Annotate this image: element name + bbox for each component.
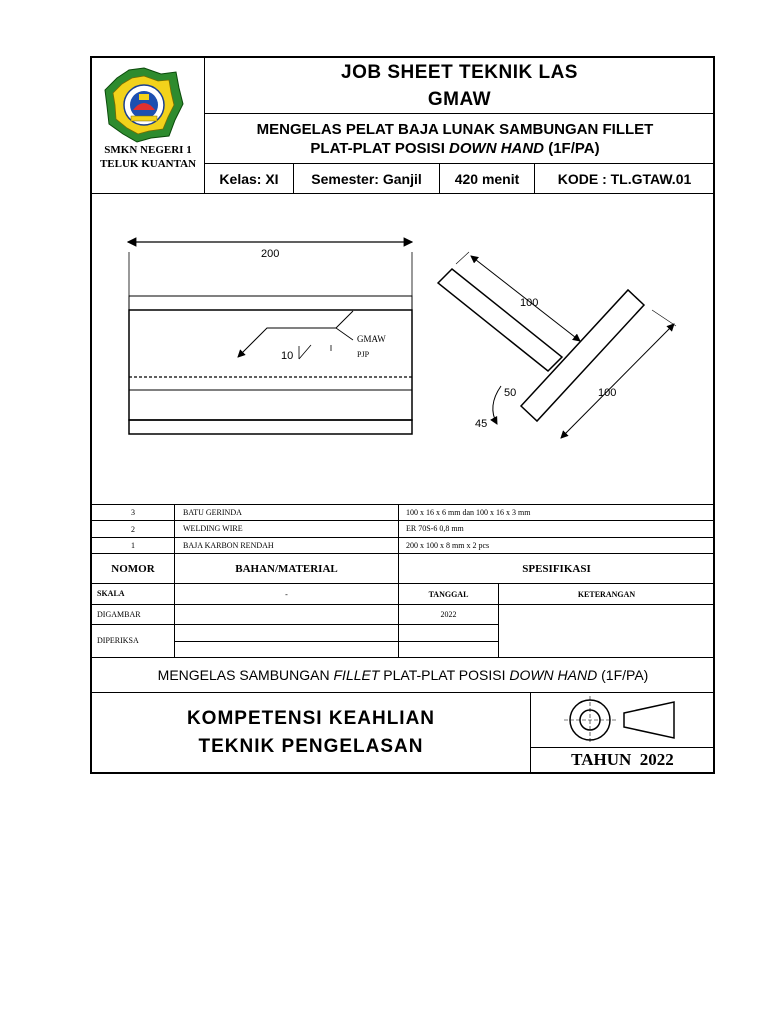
header-spesifikasi: SPESIFIKASI	[522, 562, 591, 575]
tahun-label: TAHUN 2022	[571, 750, 674, 769]
material-name: BATU GERINDA	[183, 508, 242, 517]
material-no: 1	[131, 541, 135, 550]
footer-title-e: (1F/PA)	[597, 667, 649, 683]
material-name: BAJA KARBON RENDAH	[183, 541, 274, 550]
skala-value: -	[285, 589, 288, 599]
diperiksa-label: DIPERIKSA	[97, 636, 139, 645]
kompetensi-line1: KOMPETENSI KEAHLIAN	[186, 707, 436, 729]
code-label: KODE : TL.GTAW.01	[557, 170, 692, 187]
subtitle-part-b: DOWN HAND	[449, 139, 545, 157]
semester-label: Semester: Ganjil	[311, 170, 422, 187]
job-subtitle-line1: MENGELAS PELAT BAJA LUNAK SAMBUNGAN FILLET	[256, 120, 654, 138]
info-line-3	[174, 641, 498, 642]
weld-process-label: GMAW	[357, 334, 386, 344]
projection-symbol-icon	[560, 695, 690, 745]
school-name-line1: SMKN NEGERI 1	[104, 144, 192, 156]
weld-type-label: PJP	[357, 350, 370, 359]
digambar-date: 2022	[440, 610, 457, 619]
job-subtitle-line2	[205, 139, 705, 157]
dim-top-plate-label: 100	[520, 297, 539, 309]
info-line-2	[91, 624, 498, 625]
material-name: WELDING WIRE	[183, 524, 243, 533]
subtitle-part-a: PLAT-PLAT POSISI	[310, 139, 450, 157]
tanggal-label: TANGGAL	[428, 589, 469, 599]
angle-label: 45	[475, 418, 488, 430]
duration-label: 420 menit	[454, 170, 520, 187]
kompetensi-line2: TEKNIK PENGELASAN	[198, 735, 424, 757]
header-nomor: NOMOR	[111, 562, 155, 575]
material-spec: 100 x 16 x 6 mm dan 100 x 16 x 3 mm	[406, 508, 531, 517]
job-sheet-process: GMAW	[427, 89, 492, 110]
footer-title-d: DOWN HAND	[509, 667, 598, 683]
school-name-line2: TELUK KUANTAN	[99, 158, 197, 170]
skala-label: SKALA	[97, 589, 125, 598]
kelas-label: Kelas: XI	[219, 170, 279, 187]
header-bahan: BAHAN/MATERIAL	[235, 562, 338, 575]
footer-title-b: FILLET	[333, 667, 380, 683]
footer-title	[92, 658, 714, 692]
dim-gap-label: 50	[504, 387, 517, 399]
side-view	[438, 252, 676, 438]
dim-base-plate-label: 100	[598, 387, 617, 399]
digambar-label: DIGAMBAR	[97, 610, 141, 619]
footer-title-a: MENGELAS SAMBUNGAN	[157, 667, 334, 683]
material-spec: 200 x 100 x 8 mm x 2 pcs	[406, 541, 490, 550]
material-spec: ER 70S-6 0,8 mm	[406, 524, 464, 533]
header-line-1	[204, 113, 714, 114]
keterangan-label: KETERANGAN	[577, 589, 636, 599]
dim-length-label: 200	[261, 248, 280, 260]
material-no: 2	[131, 524, 135, 534]
material-no: 3	[131, 508, 135, 517]
technical-drawing	[91, 194, 714, 504]
subtitle-part-c: (1F/PA)	[544, 139, 600, 157]
school-logo	[103, 66, 185, 144]
job-sheet-title: JOB SHEET TEKNIK LAS	[341, 62, 578, 83]
footer-line-1	[91, 692, 714, 693]
footer-title-c: PLAT-PLAT POSISI	[379, 667, 510, 683]
weld-size-label: 10	[281, 350, 294, 362]
